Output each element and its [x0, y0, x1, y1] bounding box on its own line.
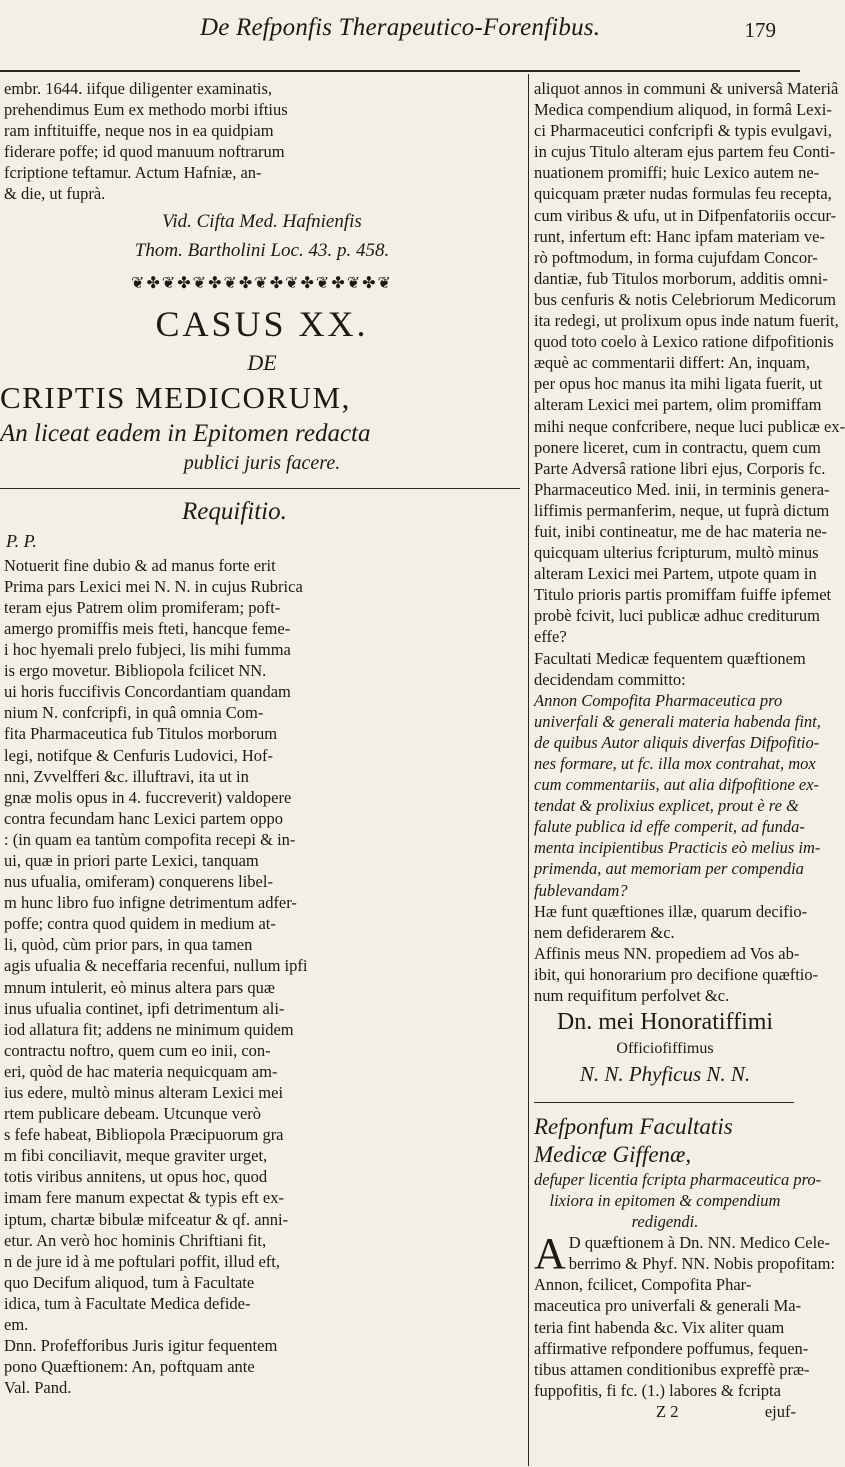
text-line: nus ufualia, omiferam) conquerens libel-	[4, 872, 273, 892]
response-rule	[534, 1102, 794, 1103]
text-line: mnum intulerit, eò minus altera pars quæ	[4, 977, 275, 997]
text-line: Hæ funt quæftiones illæ, quarum decifio-	[534, 901, 808, 921]
text-line: li, quòd, cùm prior pars, in qua tamen	[4, 935, 253, 955]
text-line: Prima pars Lexici mei N. N. in cujus Rubrica	[4, 576, 303, 596]
text-line: probè fcivit, luci publicæ adhuc crediturum	[534, 606, 820, 626]
text-line: idica, tum à Facultate Medica defide-	[4, 1293, 251, 1313]
text-line: ponere liceret, cum in contractu, quem cum	[534, 437, 821, 457]
question-text	[534, 690, 821, 901]
text-line: runt, infertum eft: Hanc ipfam materiam ve-	[534, 226, 825, 246]
citation-line-2: Thom. Bartholini Loc. 43. p. 458.	[134, 239, 390, 261]
text-line: cum viribus & ufu, ut in Difpenfatoriis occur-	[534, 205, 837, 225]
text-line: em.	[4, 1315, 29, 1335]
text-line: nni, Zvvelfferi &c. illuftravi, ita ut in	[4, 766, 249, 786]
question-line: cum commentariis, aut alia difpofitione ex-	[534, 775, 820, 795]
text-line: Parte Adversâ ratione libri ejus, Corporis fc.	[534, 458, 826, 478]
text-line: alteram Lexici mei partem, olim promiffam	[534, 395, 822, 415]
text-line: m hunc libro fuo infigne detrimentum adfer-	[4, 893, 297, 913]
text-line: ci Pharmaceutici confcripfi & typis evulgavi,	[534, 121, 832, 141]
text-line: Titulo prioris partis promiffam fuiffe ipfemet	[534, 585, 832, 605]
text-line: contra fecundam hanc Lexici partem oppo	[4, 808, 284, 828]
right-body-text	[534, 78, 845, 690]
column-divider	[528, 74, 529, 1466]
text-line: ita redegi, ut prolixum opus inde natum fuerit,	[534, 311, 839, 331]
signature-block	[534, 1006, 796, 1088]
text-line: nuationem promiffi; huic Lexico autem ne-	[534, 163, 820, 183]
left-column	[0, 78, 524, 1458]
text-line: agis ufualia & neceffaria recenfui, nullum ipfi	[4, 956, 308, 976]
text-line: bus cenfuris & notis Celebriorum Medicorum	[534, 289, 836, 309]
text-line: liffimis permanferim, neque, ut fuprà dictum	[534, 500, 830, 520]
question-line: falute publica id effe comperit, ad funda-	[534, 817, 805, 837]
text-line: teria fint habenda &c. Vix aliter quam	[534, 1317, 785, 1337]
text-line: imam fere manum expectat & typis eft ex-	[4, 1188, 284, 1208]
text-line: D quæftionem à Dn. NN. Medico Cele-	[568, 1233, 830, 1253]
text-line: alteram Lexici mei Partem, utpote quam in	[534, 564, 817, 584]
text-line: Val. Pand.	[4, 1378, 72, 1398]
text-line: Notuerit fine dubio & ad manus forte erit	[4, 555, 276, 575]
text-line: fita Pharmaceutica fub Titulos morborum	[4, 724, 278, 744]
right-after-text	[534, 901, 819, 1006]
running-head	[0, 14, 800, 54]
text-line: per opus hoc manus ita mihi ligata fuerit, ut	[534, 374, 823, 394]
drop-cap: A	[534, 1229, 566, 1279]
closing-word: Officiofiffimus	[616, 1040, 714, 1058]
citation-line-1: Vid. Cifta Med. Hafnienfis	[162, 210, 362, 232]
text-line: s fefe habeat, Bibliopola Præcipuorum gra	[4, 1125, 284, 1145]
text-line: pono Quæftionem: An, poftquam ante	[4, 1357, 255, 1377]
text-line: quod toto coelo à Lexico ratione difpofitionis	[534, 332, 834, 352]
text-line: dantiæ, fub Titulos morborum, additis omni-	[534, 268, 828, 288]
text-line: fuppofitis, fi fc. (1.) labores & fcripta	[534, 1380, 781, 1400]
salutation: Dn. mei Honoratiffimi	[556, 1009, 774, 1036]
header-rule	[0, 70, 800, 72]
text-line: fiderare poffe; id quod manuum noftrarum	[4, 142, 285, 162]
case-heading: CRIPTIS MEDICORUM,	[0, 379, 351, 415]
text-line: legi, notifque & Cenfuris Ludovici, Hof-	[4, 745, 273, 765]
question-line: menta incipientibus Practicis eò melius im-	[534, 838, 821, 858]
text-line: iptum, chartæ bibulæ mifceatur & qf. anni-	[4, 1209, 289, 1229]
text-line: fuit, inibi contineatur, me de hac materia ne-	[534, 521, 828, 541]
page-number: 179	[744, 18, 776, 42]
response-title: Refponfum Facultatis Medicæ Giffenæ,	[534, 1114, 733, 1168]
text-line: quicquam ulterius fcripturum, multò minus	[534, 543, 819, 563]
text-line: : (in quam ea tantùm compofita recepi & in-	[4, 829, 296, 849]
signature-mark: Z 2	[656, 1401, 679, 1421]
question-line: primenda, aut memoriam per compendia	[534, 859, 804, 879]
text-line: nem defiderarem &c.	[534, 922, 675, 942]
question-line: de quibus Autor aliquis diverfas Difpofitio-	[534, 732, 820, 752]
text-line: embr. 1644. iifque diligenter examinatis,	[4, 79, 273, 98]
response-subtitle	[534, 1169, 822, 1232]
text-line: Affinis meus NN. propediem ad Vos ab-	[534, 943, 800, 963]
text-line: ui, quæ in priori parte Lexici, tanquam	[4, 850, 259, 870]
left-body-text	[0, 555, 524, 1399]
text-line: æquè ac commentarii differt: An, inquam,	[534, 353, 810, 373]
text-line: Dnn. Profefforibus Juris igitur fequentem	[4, 1336, 278, 1356]
question-line: tendat & prolixius explicet, prout è re &	[534, 796, 799, 816]
text-line: teram ejus Patrem olim promiferam; poft-	[4, 597, 281, 617]
running-title: De Refponfis Therapeutico-Forenfibus.	[200, 14, 601, 41]
text-line: rtem publicare debeam. Utcunque verò	[4, 1104, 262, 1124]
text-line: nium N. confcripfi, in quâ omnia Com-	[4, 703, 264, 723]
text-line: mihi neque confcribere, neque luci publicæ ex-	[534, 416, 845, 436]
section-rule	[0, 488, 520, 489]
response-opening	[534, 1229, 836, 1279]
text-line: aliquot annos in communi & universâ Materiâ	[534, 79, 839, 98]
text-line: Medica compendium aliquod, in formâ Lexi-	[534, 100, 832, 120]
text-line: ibit, qui honorarium pro decifione quæftio-	[534, 964, 819, 984]
requisitio-row	[0, 499, 524, 555]
text-line: eri, quòd de hac materia nequicquam am-	[4, 1061, 278, 1081]
text-line: n de jure id à me poftulari poffit, illud eft,	[4, 1251, 280, 1271]
text-line: amergo promiffis meis fteti, hancque feme-	[4, 618, 291, 638]
text-line: inus ufualia continet, ipfi detrimentum ali-	[4, 998, 285, 1018]
left-top-text	[0, 78, 524, 205]
case-de: DE	[247, 349, 277, 375]
text-line: is ergo movetur. Bibliopola fcilicet NN.	[4, 661, 267, 681]
text-line: m fibi conciliavit, meque graviter urget,	[4, 1146, 268, 1166]
text-line: Facultati Medicæ fequentem quæftionem	[534, 648, 806, 668]
text-line: num requifitum perfolvet &c.	[534, 986, 730, 1006]
case-subheading-2: publici juris facere.	[183, 451, 341, 474]
subtitle-line: redigendi.	[631, 1212, 699, 1232]
text-line: tibus attamen conditionibus expreffè præ-	[534, 1359, 810, 1379]
text-line: maceutica pro univerfali & generali Ma-	[534, 1296, 802, 1316]
requisitio-label: Requifitio.	[182, 497, 287, 525]
subtitle-line: lixiora in epitomen & compendium	[549, 1191, 781, 1211]
text-line: Pharmaceutico Med. inii, in terminis genera-	[534, 479, 830, 499]
signer-name: N. N. Phyficus N. N.	[579, 1062, 751, 1087]
case-title: CASUS XX.	[155, 303, 369, 344]
text-line: berrimo & Phyf. NN. Nobis propofitam:	[568, 1254, 836, 1274]
text-line: etur. An verò hoc hominis Chriftiani fit,	[4, 1230, 267, 1250]
page-foot	[534, 1401, 796, 1423]
text-line: fcriptione teftamur. Actum Hafniæ, an-	[4, 163, 262, 183]
question-line: nes formare, ut fc. illa mox contrahat, mox	[534, 754, 816, 773]
text-line: i hoc hyemali prelo fubjeci, lis mihi fumma	[4, 640, 291, 660]
text-line: affirmative refpondere poffumus, fequen-	[534, 1338, 809, 1358]
case-subheading: An liceat eadem in Epitomen redacta	[0, 419, 371, 447]
text-line: effe?	[534, 627, 567, 647]
catchword: ejuf-	[764, 1401, 796, 1421]
question-line: univerfali & generali materia habenda fint,	[534, 711, 821, 731]
text-line: in cujus Titulo alteram ejus partem feu Conti-	[534, 142, 836, 162]
subtitle-line: defuper licentia fcripta pharmaceutica pro-	[534, 1170, 822, 1190]
text-line: contractu noftro, quem cum eo inii, con-	[4, 1040, 271, 1060]
text-line: iod allatura fit; addens ne minimum quidem	[4, 1019, 294, 1039]
text-line: decidendam committo:	[534, 669, 686, 689]
text-line: Annon, fcilicet, Compofita Phar-	[534, 1275, 752, 1295]
text-line: totis viribus annitens, ut opus hoc, quod	[4, 1167, 268, 1187]
right-column	[534, 78, 845, 1423]
text-line: ui horis fuccifivis Concordantiam quandam	[4, 682, 291, 702]
question-line: Annon Compofita Pharmaceutica pro	[534, 690, 783, 710]
text-line: quicquam præter nudas formulas feu recepta,	[534, 184, 832, 204]
response-first-lines	[534, 1229, 836, 1279]
text-line: rò poftmodum, in forma cujufdam Concor-	[534, 247, 818, 267]
question-line: fublevandam?	[534, 880, 628, 900]
text-line: quo Decifum aliquod, tum à Facultate	[4, 1272, 255, 1292]
text-line: & die, ut fuprà.	[4, 184, 106, 204]
text-line: ram inftituiffe, neque nos in ea quidpiam	[4, 121, 274, 141]
response-text	[534, 1274, 810, 1401]
text-line: gnæ molis opus in 4. fuccreverit) valdopere	[4, 787, 292, 807]
text-line: prehendimus Eum ex methodo morbi iftius	[4, 100, 288, 120]
text-line: ius edere, multò minus alteram Lexici mei	[4, 1083, 284, 1102]
text-line: poffe; contra quod quidem in medium at-	[4, 914, 276, 934]
pp-label: P. P.	[6, 530, 37, 551]
ornament-divider: ❦✤❦✤❦✤❦✤❦✤❦✤❦✤❦✤❦	[131, 274, 393, 292]
